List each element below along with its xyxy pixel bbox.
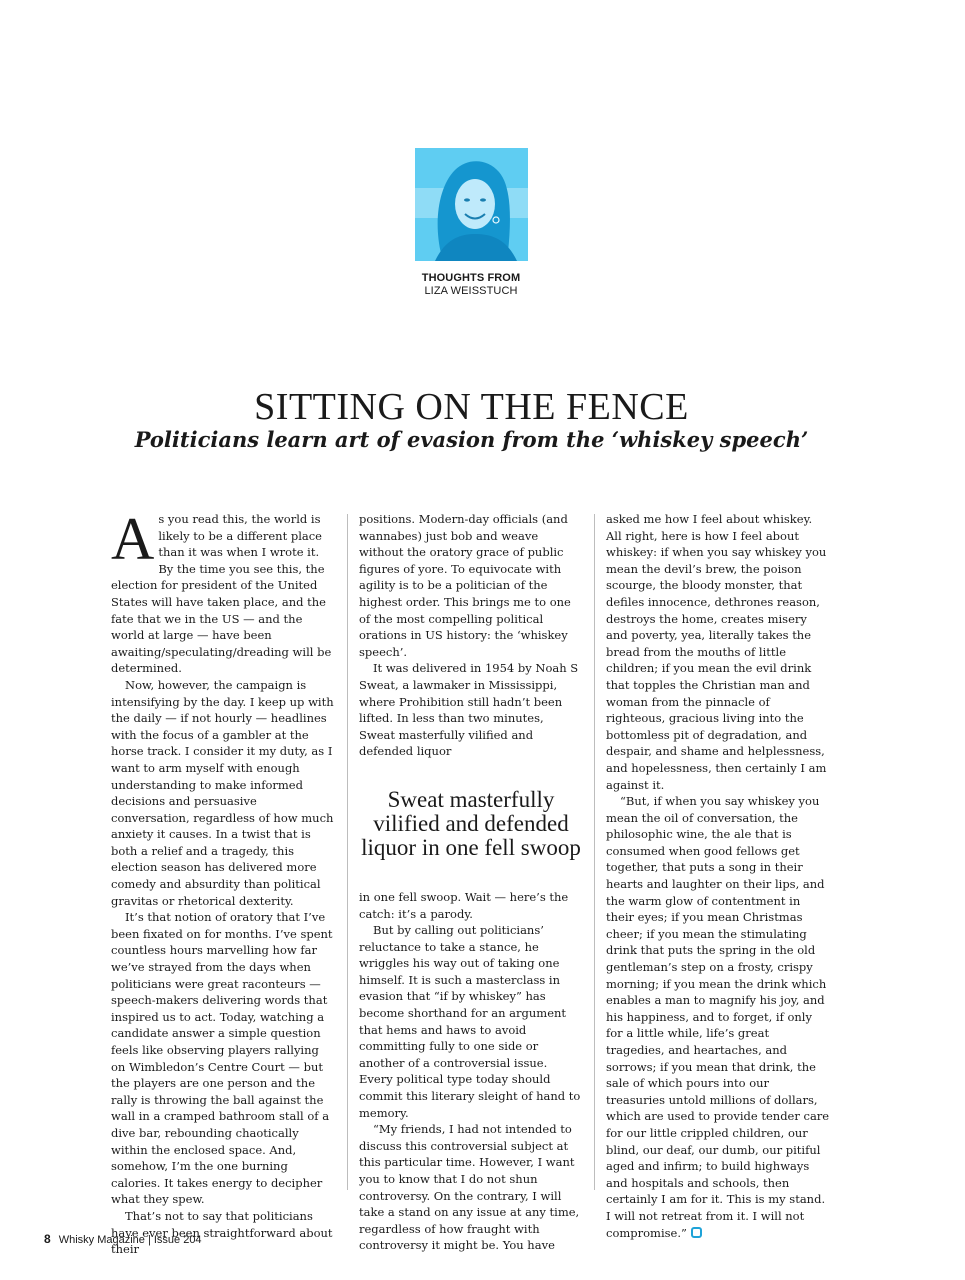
headline: SITTING ON THE FENCE [254, 386, 689, 428]
page-number: 8 [44, 1232, 51, 1246]
body-paragraph: “My friends, I had not intended to discuss this controversial subject at this particular time. However, I want you to know that I do not shun controversy. On the contrary, I will take a stand on any issue at any time, regardless of how fraught with controversy it might be. You have [359, 1122, 580, 1253]
body-paragraph [606, 793, 830, 1241]
column-divider [594, 514, 595, 1190]
page-footer [44, 1232, 202, 1247]
author-byline [340, 272, 602, 298]
body-paragraph: positions. Modern-day officials (and wannabes) just bob and weave without the oratory grace of public figures of yore. To equivocate with agility is to be a politician of the highest order. This brings me to one of the most compelling political orations in US history: the ‘whiskey speech’. [359, 512, 571, 659]
author-name: LIZA WEISSTUCH [424, 285, 518, 297]
body-paragraph: Now, however, the campaign is intensifying by the day. I keep up with the daily — if not hourly — headlines with the focus of a gambler at the horse track. I consider it my duty, as I want to arm myself with enough understanding to make informed decisions and persuasive conversation, regardless of how much anxiety it causes. In a twist that is both a relief and a tragedy, this election season has delivered more comedy and absurdity than political gravitas or rhetorical dexterity. [111, 677, 334, 908]
author-photo [415, 148, 528, 261]
drop-cap: A [111, 506, 155, 572]
pull-quote: Sweat masterfully vilified and defended liquor in one fell swoop [361, 786, 581, 860]
paragraph-text: “But, if when you say whiskey you mean the oil of conversation, the philosophic wine, the ale that is consumed when good fellows get together, that puts a song in their hearts and laughter on their lips, and the warm glow of contentment in their eyes; if you mean Christmas cheer; if you mean the stimulating drink that puts the spring in the old gentleman’s step on a frosty, crispy morning; if you mean the drink which enables a man to magnify his joy, and his happiness, and to forget, if only for a little while, life’s great tragedies, and heartaches, and sorrows; if you mean that drink, the sale of which pours into our treasuries untold millions of dollars, which are used to provide tender care for our little crippled children, our blind, our deaf, our dumb, our pitiful aged and infirm; to build highways and hospitals and schools, then certainly I am for it. This is my stand. I will not retreat from it. I will not compromise.” [606, 794, 830, 1240]
standfirst: Politicians learn art of evasion from the ‘whiskey speech’ [134, 427, 809, 452]
body-paragraph: It was delivered in 1954 by Noah S Sweat, a lawmaker in Mississippi, where Prohibition still hadn’t been lifted. In less than two minutes, Sweat masterfully vilified and defended liquor [359, 661, 579, 759]
article-column-2 [359, 511, 583, 1254]
column-kicker: THOUGHTS FROM [421, 272, 521, 284]
body-paragraph: That’s not to say that politicians have ever been straightforward about their [111, 1208, 333, 1257]
body-paragraph: It’s that notion of oratory that I’ve been fixated on for months. I’ve spent countless hours marvelling how far we’ve strayed from the days when politicians were great raconteurs — speech-makers delivering words that inspired us to act. Today, watching a candidate answer a simple question feels like observing players rallying on Wimbledon’s Centre Court — but the players are one person and the rally is throwing the ball against the wall in a cramped bathroom stall of a dive bar, rebounding chaotically within the enclosed space. And, somehow, I’m the one burning calories. It takes energy to decipher what they spew. [111, 910, 333, 1207]
publication-issue: Whisky Magazine | Issue 204 [58, 1234, 202, 1246]
article-column-3 [606, 511, 830, 1241]
body-paragraph [111, 506, 336, 677]
end-of-article-icon [691, 1227, 702, 1238]
paragraph-text: s you read this, the world is likely to be a different place than it was when I wrote it. By the time you see this, the election for president of the United States will have taken place, and the fate that we in the US — and the world at large — have been awaiting/speculating/dreading will be determined. [111, 512, 332, 676]
body-paragraph: asked me how I feel about whiskey. All right, here is how I feel about whiskey: if when you say whiskey you mean the devil’s brew, the poison scourge, the bloody monster, that defiles innocence, dethrones reason, destroys the home, creates misery and poverty, yea, literally takes the bread from the mouths of little children; if you mean the evil drink that topples the Christian man and woman from the pinnacle of righteous, gracious living into the bottomless pit of degradation, and despair, and shame and helplessness, and hopelessness, then certainly I am against it. [606, 512, 827, 792]
column-divider [347, 514, 348, 1190]
author-portrait-image [415, 148, 528, 261]
body-paragraph: But by calling out politicians’ reluctance to take a stance, he wriggles his way out of taking one himself. It is such a masterclass in evasion that “if by whiskey” has become shorthand for an argument that hems and haws to avoid committing fully to one side or another of a controversial issue. Every political type today should commit this literary sleight of hand to memory. [359, 923, 581, 1120]
article-column-1 [111, 506, 336, 1258]
body-paragraph: in one fell swoop. Wait — here’s the catch: it’s a parody. [359, 889, 569, 921]
